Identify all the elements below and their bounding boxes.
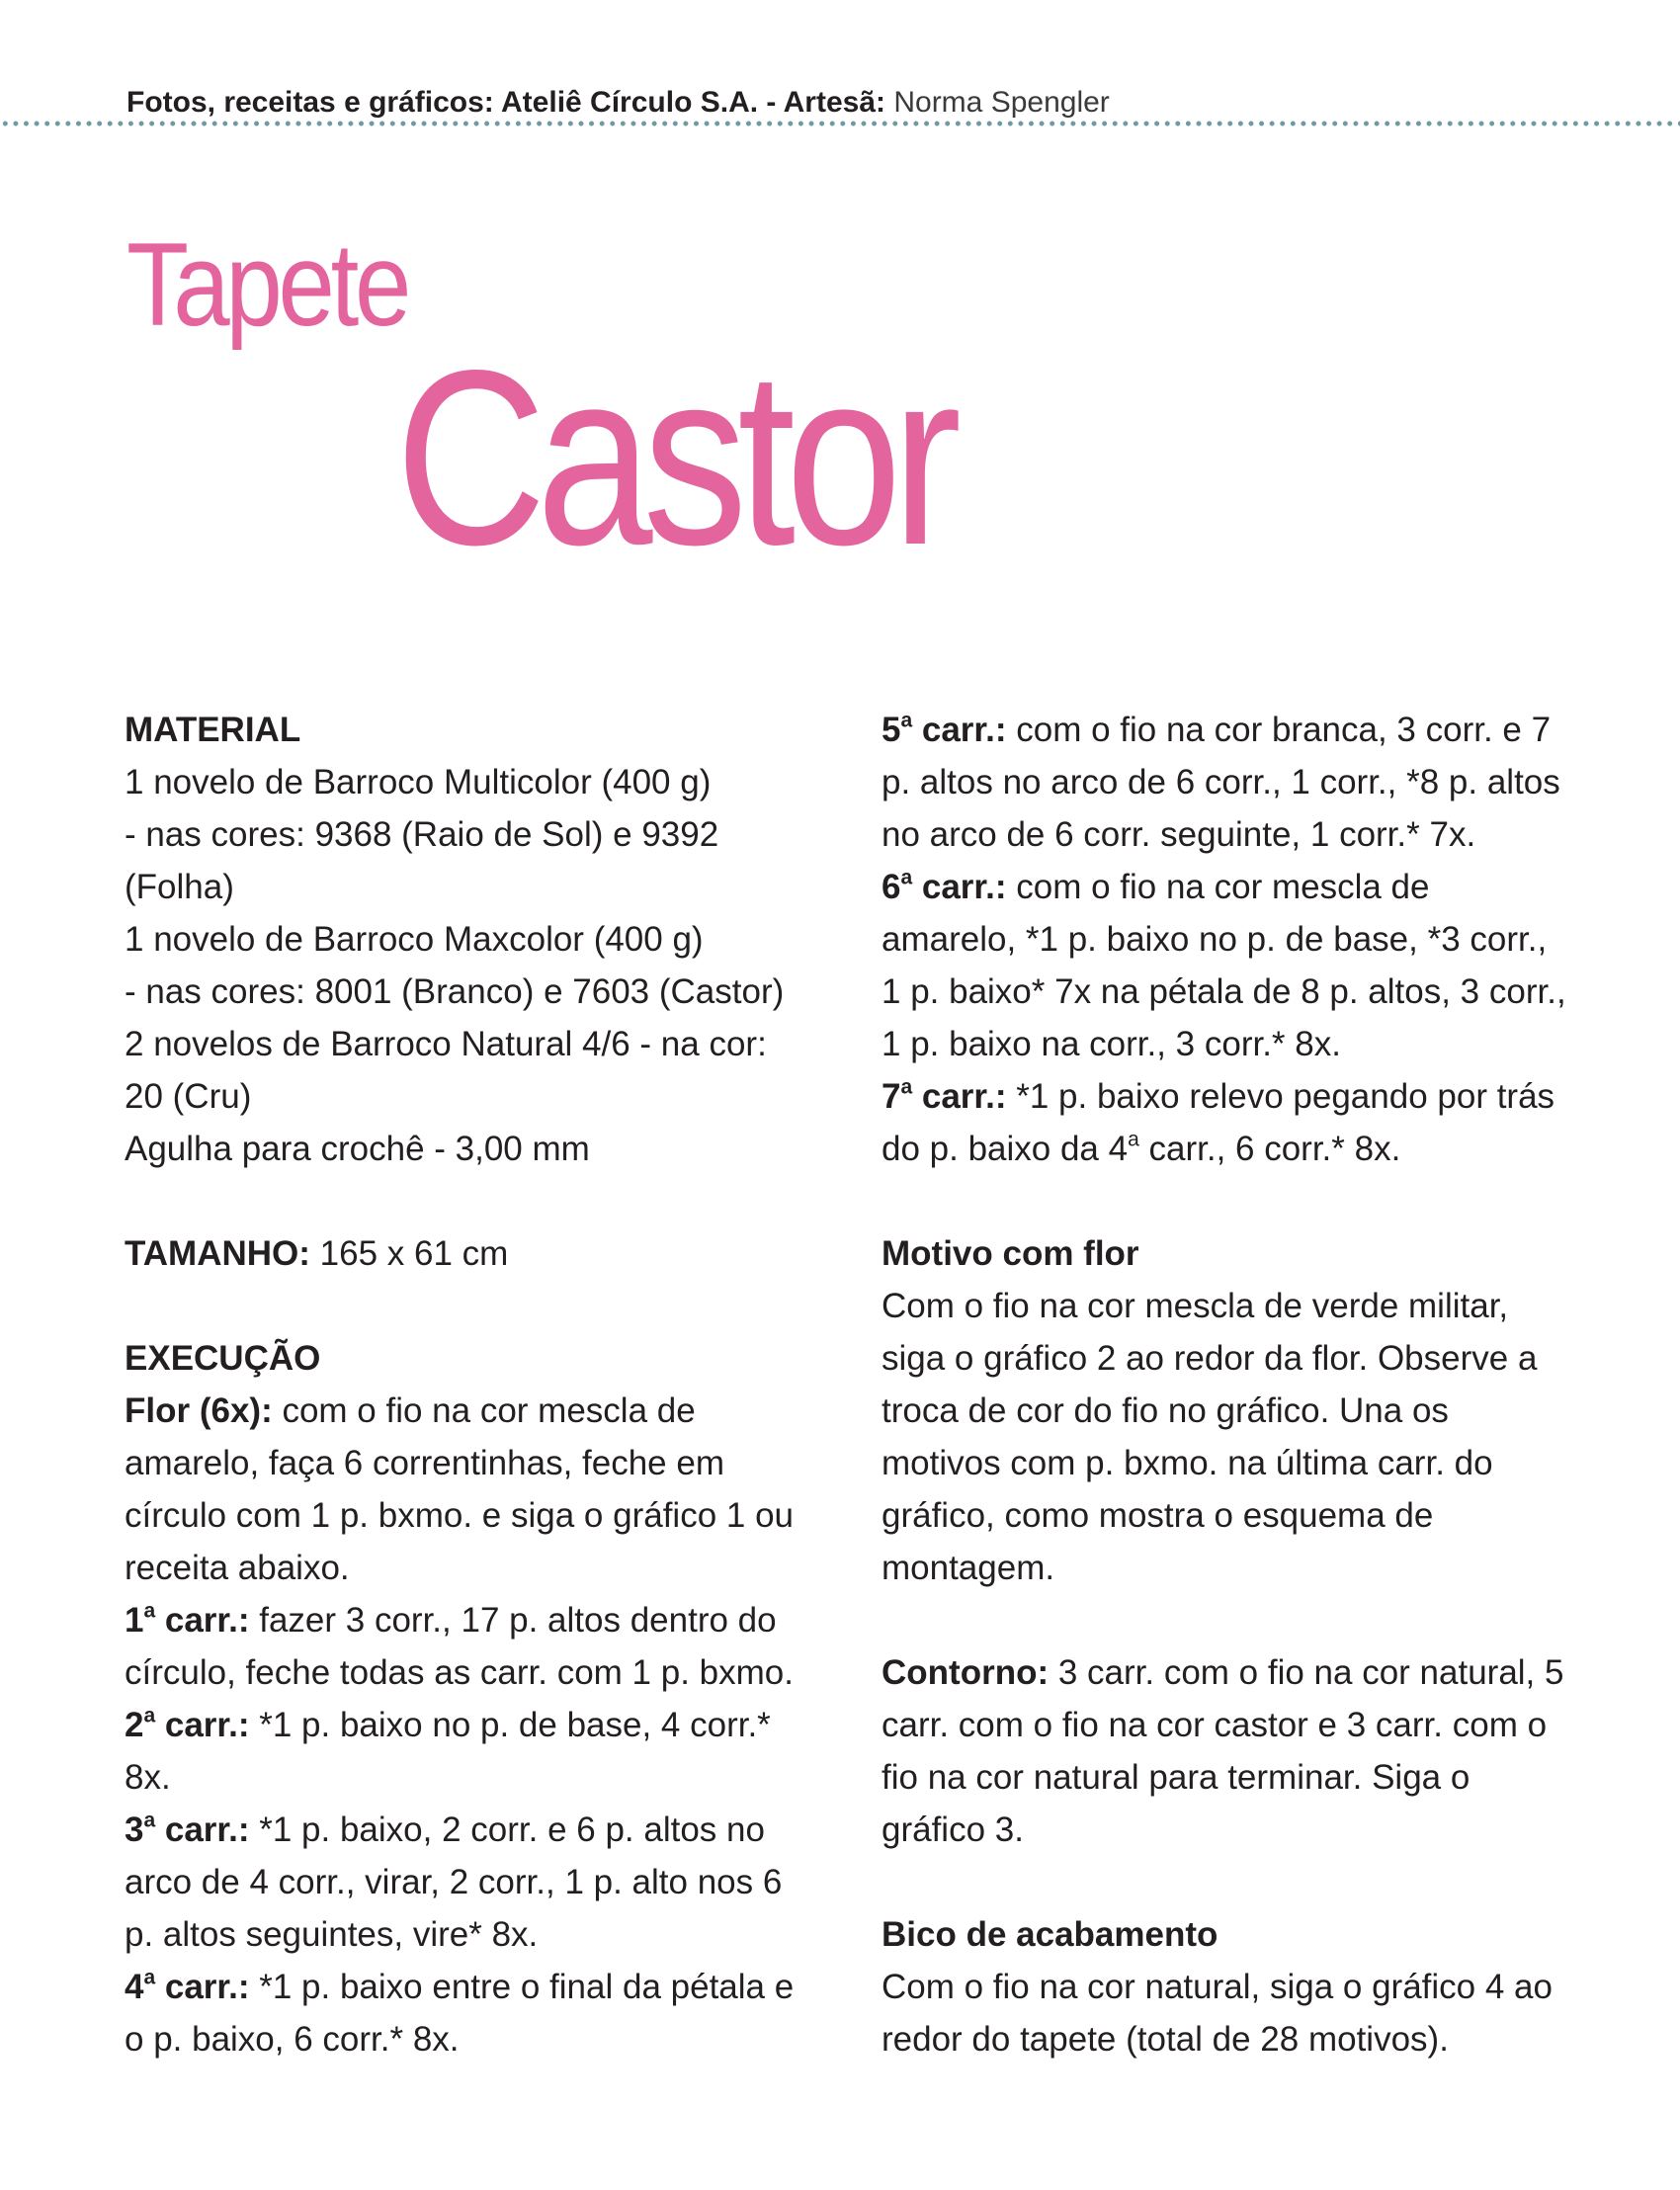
artisan-name: Norma Spengler xyxy=(893,86,1110,119)
left-column xyxy=(125,704,816,2065)
contorno-label: Contorno: xyxy=(882,1653,1050,1692)
material-heading: MATERIAL xyxy=(125,711,301,749)
material-line: 2 novelos de Barroco Natural 4/6 - na cor: xyxy=(125,1025,767,1063)
round-text: com o fio na cor branca, 3 corr. e 7 p. altos no arco de 6 corr., 1 corr., *8 p. altos no arco de 6 corr. seguinte, 1 corr.* 7x. xyxy=(882,711,1560,854)
round-5-paragraph xyxy=(882,704,1573,861)
round-label: 7$^a$ carr.: xyxy=(882,1075,1007,1116)
contorno-text: 3 carr. com o fio na cor natural, 5 carr. com o fio na cor castor e 3 carr. com o fio na cor natural para terminar. Siga o gráfico 3. xyxy=(882,1653,1564,1849)
round-4-paragraph xyxy=(125,1961,816,2065)
motivo-heading: Motivo com flor xyxy=(882,1234,1139,1273)
flor-text: com o fio na cor mescla de amarelo, faça 6 correntinhas, feche em círculo com 1 p. bxmo. e siga o gráfico 1 ou receita abaixo. xyxy=(125,1391,794,1587)
round-7-paragraph: 7$^a$ carr.: *1 p. baixo relevo pegando por trás do p. baixo da 4$^a$ carr., 6 corr.* 8x. xyxy=(882,1075,1555,1168)
tamanho-paragraph xyxy=(125,1227,816,1280)
round-text: com o fio na cor mescla de amarelo, *1 p. baixo no p. de base, *3 corr., 1 p. baixo* 7x na pétala de 8 p. altos, 3 corr., 1 p. baixo na corr., 3 corr.* 8x. xyxy=(882,868,1566,1063)
round-text: *1 p. baixo entre o final da pétala e o p. baixo, 6 corr.* 8x. xyxy=(125,1968,795,2059)
contorno-paragraph xyxy=(882,1646,1573,1856)
credits-label: Fotos, receitas e gráficos: Ateliê Círculo S.A. - Artesã: xyxy=(126,86,885,119)
round-label: 3$^a$ carr.: xyxy=(125,1809,250,1849)
title-line-2: Castor xyxy=(395,319,952,597)
tamanho-value: 165 x 61 cm xyxy=(309,1234,509,1273)
execucao-heading: EXECUÇÃO xyxy=(125,1339,321,1378)
round-text: *1 p. baixo, 2 corr. e 6 p. altos no arco de 4 corr., virar, 2 corr., 1 p. alto nos 6 p. altos seguintes, vire* 8x. xyxy=(125,1811,783,1954)
dotted-divider xyxy=(0,121,1680,126)
motivo-text: Com o fio na cor mescla de verde militar, siga o gráfico 2 ao redor da flor. Observe a troca de cor do fio no gráfico. Una os motivos com p. bxmo. na última carr. do gráfico, como mostra o esquema de montagem. xyxy=(882,1287,1538,1587)
material-line: 1 novelo de Barroco Maxcolor (400 g) xyxy=(125,920,704,959)
flor-paragraph xyxy=(125,1385,816,1594)
material-line: - nas cores: 9368 (Raio de Sol) e 9392 (Folha) xyxy=(125,815,719,906)
round-label: 6$^a$ carr.: xyxy=(882,866,1007,906)
round-label: 5$^a$ carr.: xyxy=(882,709,1007,749)
flor-label: Flor (6x): xyxy=(125,1391,273,1430)
round-3-paragraph xyxy=(125,1804,816,1961)
material-line: 1 novelo de Barroco Multicolor (400 g) xyxy=(125,763,712,801)
material-line: Agulha para crochê - 3,00 mm xyxy=(125,1130,590,1168)
round-text: *1 p. baixo no p. de base, 4 corr.* 8x. xyxy=(125,1706,771,1797)
round-text: carr., 6 corr.* 8x. xyxy=(1138,1130,1401,1168)
tamanho-label: TAMANHO: xyxy=(125,1234,310,1273)
round-text: fazer 3 corr., 17 p. altos dentro do círculo, feche todas as carr. com 1 p. bxmo. xyxy=(125,1601,794,1692)
round-label: 4$^a$ carr.: xyxy=(125,1966,250,2006)
round-label: 1$^a$ carr.: xyxy=(125,1599,250,1640)
round-label: 2$^a$ carr.: xyxy=(125,1704,250,1744)
round-text: *1 p. baixo relevo pegando por trás do p. baixo da 4 xyxy=(882,1077,1555,1168)
round-6-paragraph xyxy=(882,861,1573,1070)
title-line-1: Tapete xyxy=(126,218,408,351)
round-2-paragraph xyxy=(125,1699,816,1804)
credits-line xyxy=(126,83,1110,123)
right-column xyxy=(882,704,1573,2065)
bico-text: Com o fio na cor natural, siga o gráfico 4 ao redor do tapete (total de 28 motivos). xyxy=(882,1968,1553,2059)
bico-heading: Bico de acabamento xyxy=(882,1915,1218,1954)
material-line: 20 (Cru) xyxy=(125,1077,252,1116)
round-1-paragraph xyxy=(125,1594,816,1699)
material-line: - nas cores: 8001 (Branco) e 7603 (Castor) xyxy=(125,972,785,1011)
